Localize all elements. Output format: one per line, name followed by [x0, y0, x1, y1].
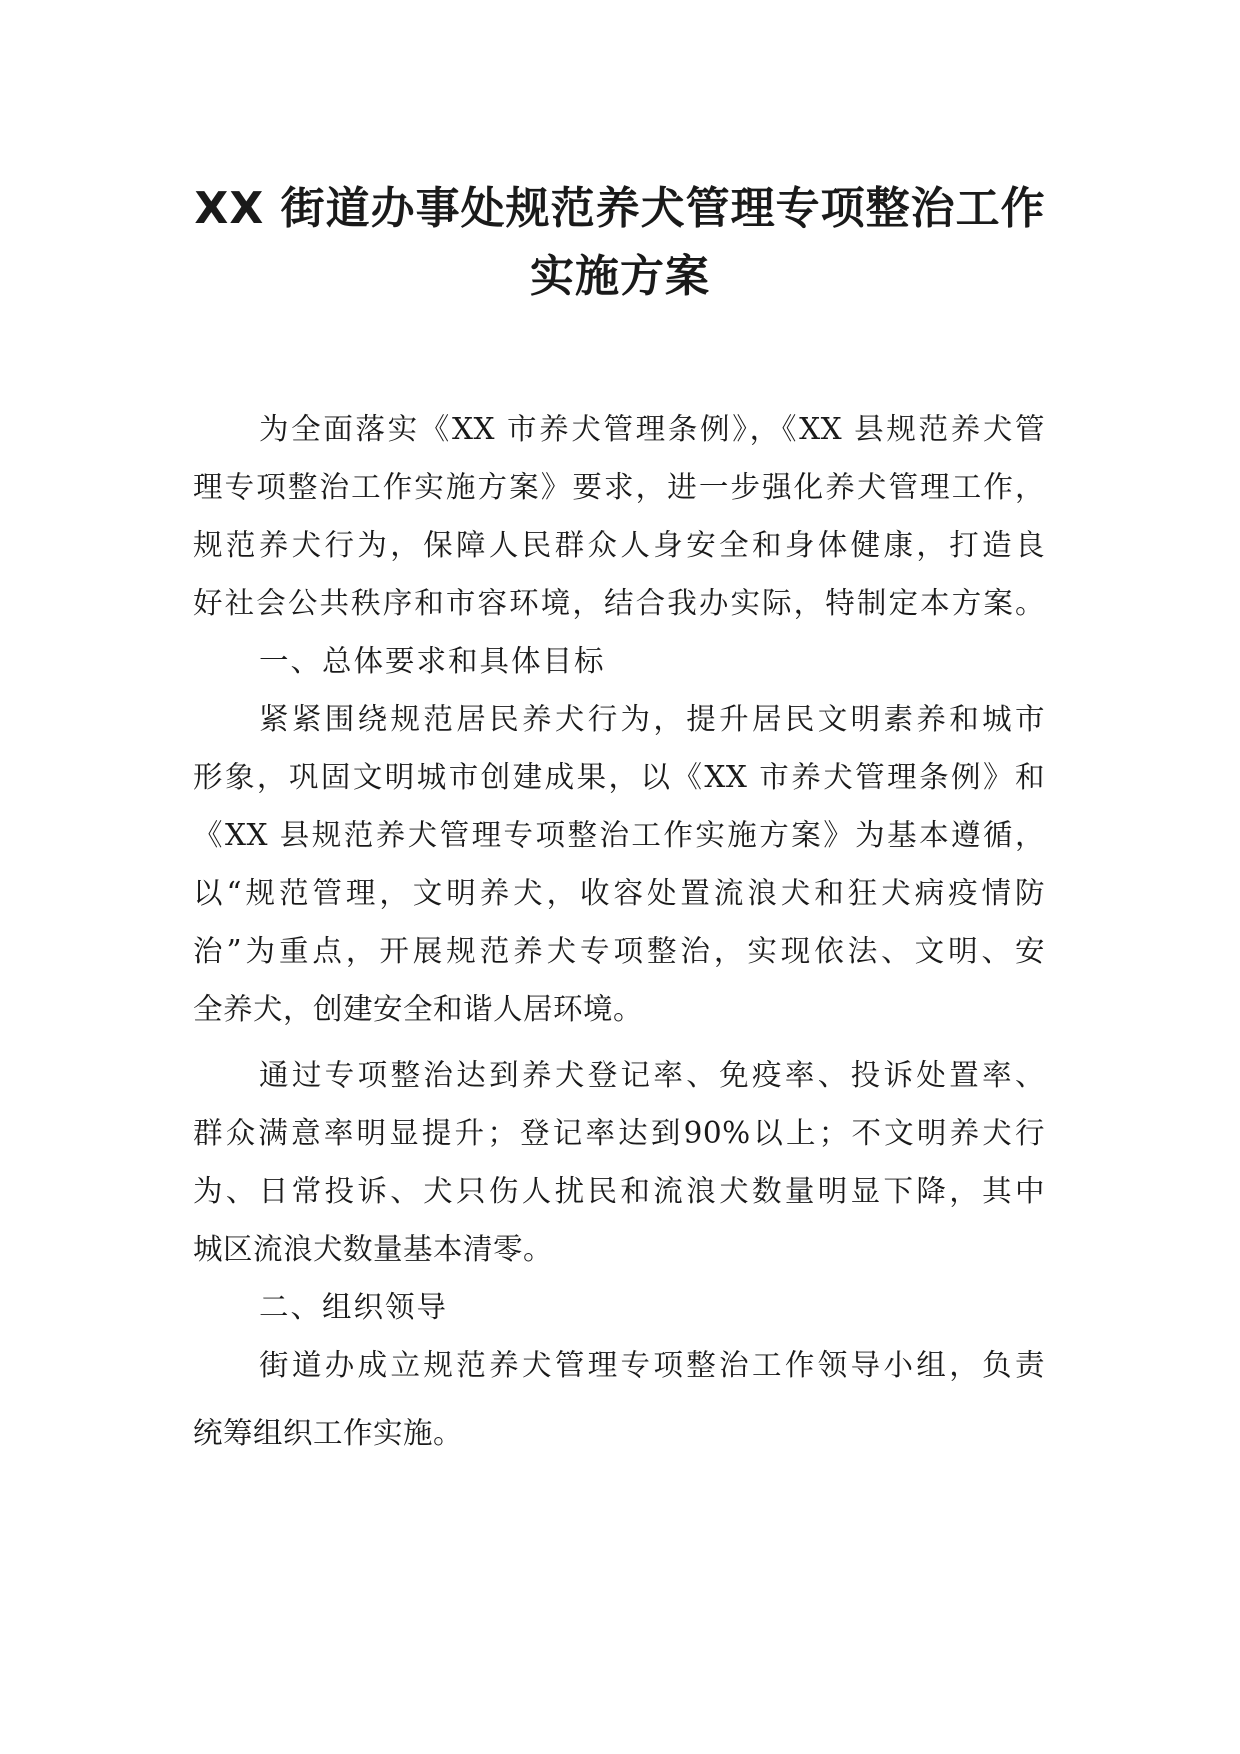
paragraph-line: 以“规范管理，文明养犬，收容处置流浪犬和狂犬病疫情防 [193, 876, 1045, 910]
paragraph-targets [193, 1046, 1045, 1278]
paragraph-line: 通过专项整治达到养犬登记率、免疫率、投诉处置率、 [259, 1058, 1045, 1092]
section-heading-2: 二、组织领导 [259, 1290, 449, 1324]
paragraph-organization [193, 1336, 1045, 1462]
paragraph-line: 为全面落实《XX 市养犬管理条例》，《XX 县规范养犬管 [259, 412, 1045, 446]
paragraph-line: 为、日常投诉、犬只伤人扰民和流浪犬数量明显下降，其中 [193, 1174, 1045, 1208]
section-heading-1: 一、总体要求和具体目标 [259, 644, 606, 678]
paragraph-line: 统筹组织工作实施。 [193, 1416, 464, 1450]
paragraph-line: 形象，巩固文明城市创建成果，以《XX 市养犬管理条例》和 [193, 760, 1045, 794]
paragraph-line: 治”为重点，开展规范养犬专项整治，实现依法、文明、安 [193, 934, 1045, 968]
paragraph-intro [193, 400, 1045, 632]
paragraph-line: 城区流浪犬数量基本清零。 [193, 1232, 554, 1266]
paragraph-line: 规范养犬行为，保障人民群众人身安全和身体健康，打造良 [193, 528, 1045, 562]
paragraph-line: 群众满意率明显提升；登记率达到90%以上；不文明养犬行 [193, 1116, 1045, 1150]
paragraph-line: 好社会公共秩序和市容环境，结合我办实际，特制定本方案。 [193, 586, 1045, 620]
title-line-2: 实施方案 [530, 251, 710, 302]
paragraph-line: 街道办成立规范养犬管理专项整治工作领导小组，负责 [259, 1348, 1045, 1382]
document-title [150, 175, 1090, 311]
paragraph-line: 全养犬，创建安全和谐人居环境。 [193, 992, 644, 1026]
paragraph-line: 《XX 县规范养犬管理专项整治工作实施方案》为基本遵循， [193, 818, 1045, 852]
paragraph-line: 紧紧围绕规范居民养犬行为，提升居民文明素养和城市 [259, 702, 1045, 736]
paragraph-goals [193, 690, 1045, 1038]
title-line-1: XX 街道办事处规范养犬管理专项整治工作 [194, 183, 1046, 234]
paragraph-line: 理专项整治工作实施方案》要求，进一步强化养犬管理工作， [193, 470, 1045, 504]
document-body [193, 400, 1045, 1462]
